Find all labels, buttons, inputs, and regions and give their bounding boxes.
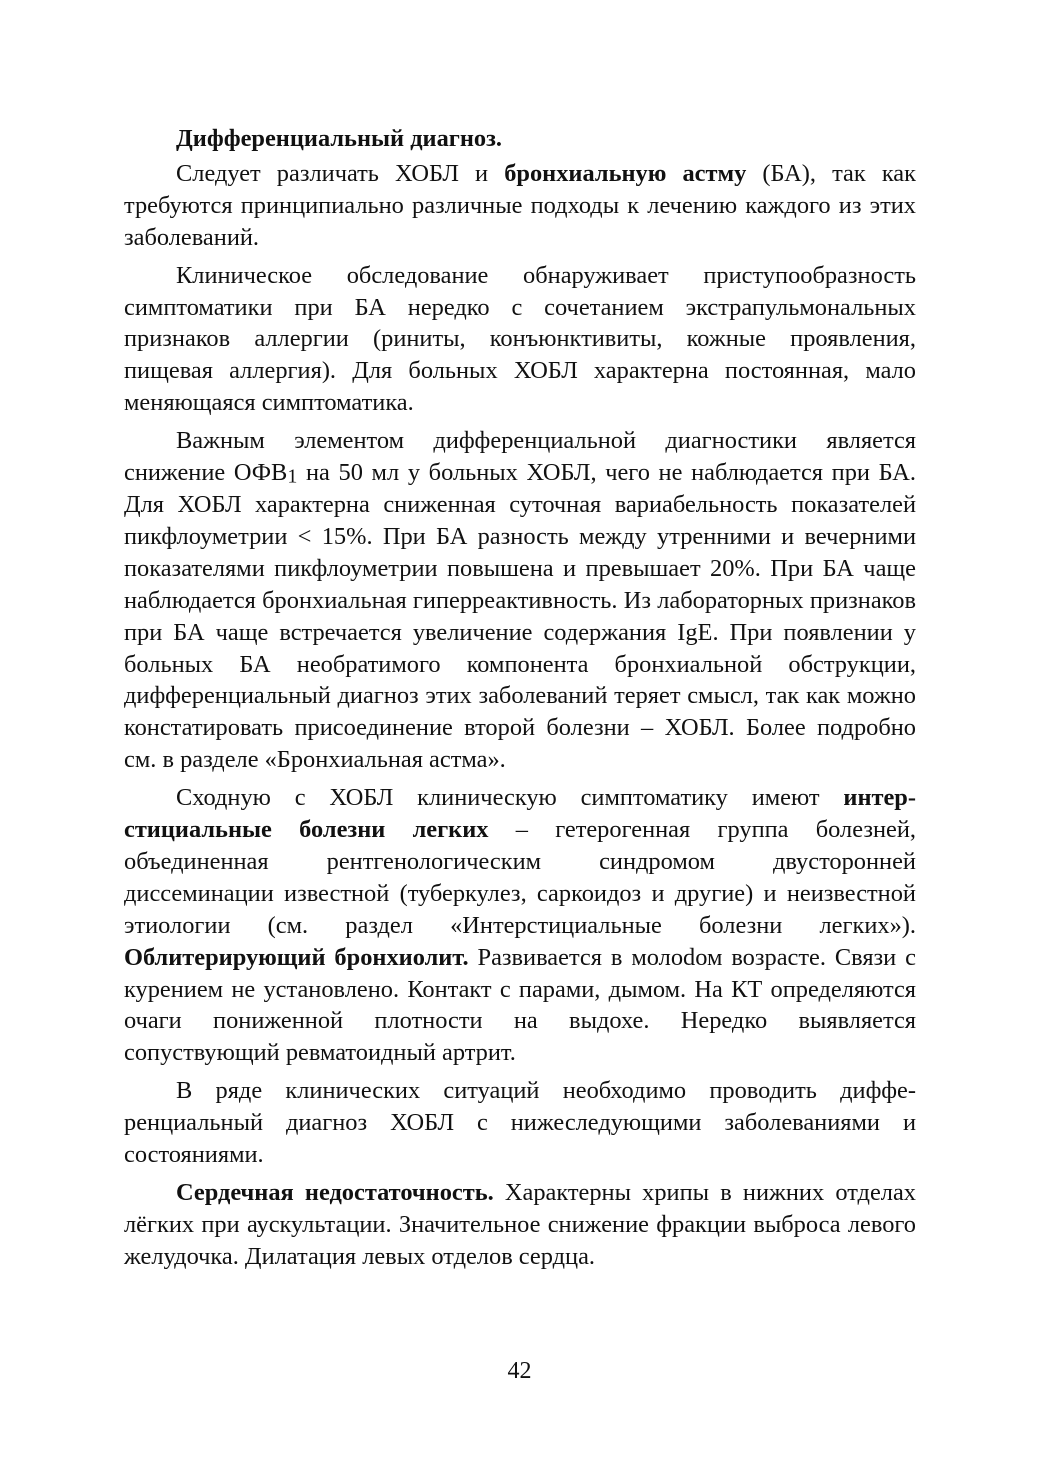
paragraph-4 (124, 782, 916, 1069)
page-number: 42 (507, 1358, 532, 1384)
paragraph-1 (124, 158, 916, 254)
paragraph-3-subscript: 1 (287, 465, 298, 488)
paragraph-2: Клиническое обследование обнаруживает приступообразность симптоматики при БА нередко с сочетанием экстрапульмональных признаков аллергии (риниты, конъюнктивиты, кожные проявления, пищевая аллергия). Для больных ХОБЛ характерна постоянная, мало меняющаяся симптоматика. (124, 261, 916, 417)
paragraph-6-text-a: Характерны хрипы в нижних отделах лёгких при аускультации. Значительное снижение фракции выброса левого желудочка. Дилатация левых отделов сердца. (124, 1179, 916, 1270)
paragraph-4-text-a: Сходную с ХОБЛ клиническую симптоматику имеют (176, 784, 844, 812)
paragraph-3 (124, 425, 916, 776)
paragraph-1-text-a: Следует различать ХОБЛ и (176, 159, 505, 187)
document-page (124, 123, 916, 1279)
paragraph-4-text-b: – гетерогенная группа болезней, объединенная рентгенологическим синдромом двусторонней диссеминации известной (туберкулез, саркоидоз и другие) и неизвестной этиологии (см. раздел «Интерстициальные болезни легких»). (124, 816, 916, 939)
paragraph-1-text-b: (БА), так как требуются принципиально различные подходы к лечению каждого из этих заболеваний. (124, 159, 916, 251)
paragraph-3-text-b: на 50 мл у больных ХОБЛ, чего не наблюдается при БА. Для ХОБЛ характерна сниженная суточная вариабельность показателей пикфлоуметрии < 15%. При БА разность между утренними и вечерними показателями пикфлоуметрии повышена и превышает 20%. При БА чаще наблюдается бронхиальная гиперреактивность. Из лабораторных признаков при БА чаще встречается увеличение содержания IgE. При появлении у больных БА необратимого компонента бронхиальной обструкции, дифференциальный диагноз этих заболеваний теряет смысл, так как можно констатировать присоединение второй болезни – ХОБЛ. Более подробно см. в разделе «Бронхиальная астма». (124, 459, 916, 774)
paragraph-1-bold-term: бронхиальную астму (504, 159, 747, 187)
paragraph-4-text-c: Развивается в молоdом возрасте. Связи с курением не установлено. Контакт с парами, дымом. На КТ определяются очаги пониженной плотности на выдохе. Нередко выявляется сопуствующий ревматоидный артрит. (124, 943, 916, 1067)
paragraph-4-bold-term-1: интерстициальные болезни легких (124, 784, 916, 844)
section-heading: Дифференциальный диагноз. (176, 125, 503, 152)
paragraph-4-bold-term-2: Облитерирующий бронхиолит. (124, 943, 469, 971)
paragraph-5: В ряде клинических ситуаций необходимо проводить дифференциальный диагноз ХОБЛ с нижеследующими заболеваниями и состояниями. (124, 1077, 916, 1169)
paragraph-6 (124, 1177, 916, 1273)
paragraph-3-text-a: Важным элементом дифференциальной диагностики является снижение ОФВ (124, 427, 916, 487)
paragraph-6-bold-term: Сердечная недостаточность. (176, 1179, 494, 1206)
